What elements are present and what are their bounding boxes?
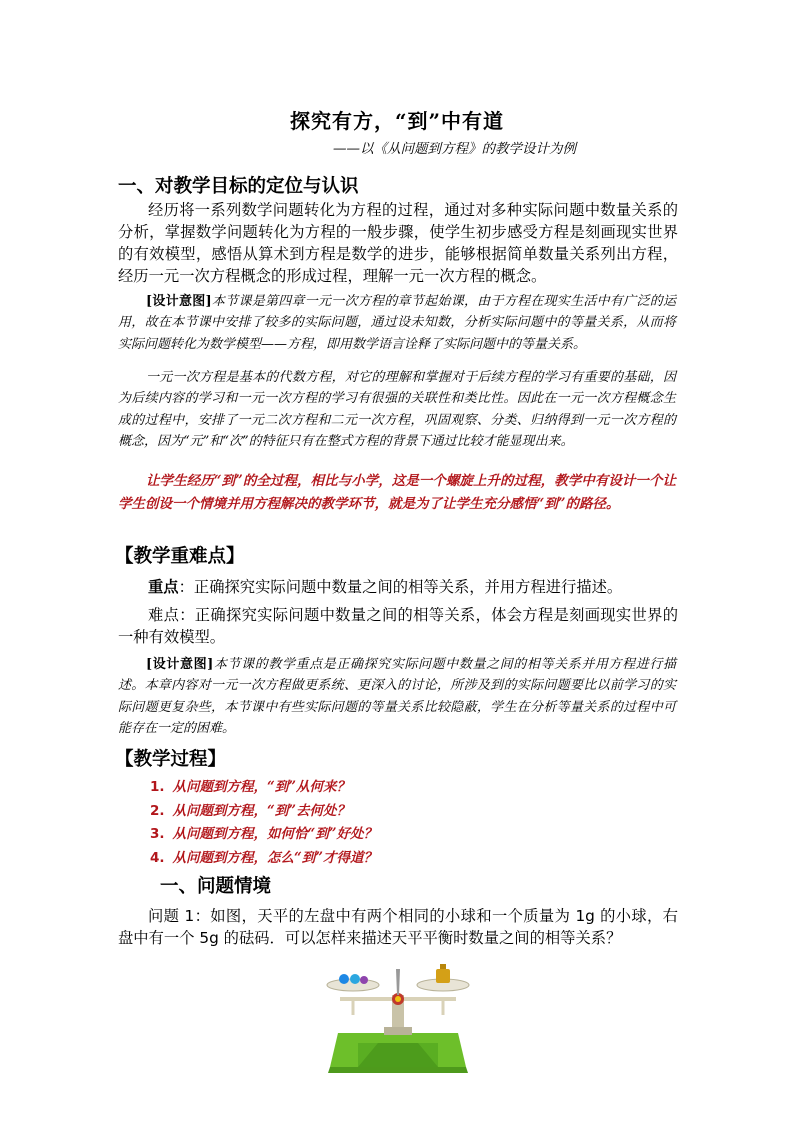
process-item bbox=[150, 776, 377, 800]
process-item-number: 2. bbox=[150, 802, 165, 819]
section-heading-key-points: 【教学重难点】 bbox=[115, 546, 245, 567]
key-point-text: ：正确探究实际问题中数量之间的相等关系，并用方程进行描述。 bbox=[178, 578, 623, 596]
design-intent-text-1: 本节课是第四章一元一次方程的章节起始课，由于方程在现实生活中有广泛的运用，故在本节课中安排了较多的实际问题，通过设未知数，分析实际问题中的等量关系，从而将实际问题转化为数学模型——方程，即用数学语言诠释了实际问题中的等量关系。 bbox=[118, 294, 676, 352]
section-heading-problem-situation: 一、问题情境 bbox=[160, 876, 272, 897]
process-item-text: 从问题到方程，如何恰“到”好处？ bbox=[172, 826, 378, 842]
difficulty-paragraph: 难点：正确探究实际问题中数量之间的相等关系，体会方程是刻画现实世界的一种有效模型。 bbox=[118, 606, 678, 646]
ball bbox=[350, 974, 360, 984]
key-point-paragraph bbox=[118, 576, 678, 598]
process-item-text: 从问题到方程，“到”从何来？ bbox=[172, 779, 351, 795]
problem-1-paragraph: 问题 1：如图，天平的左盘中有两个相同的小球和一个质量为 1g 的小球，右盘中有一个 5g 的砝码．可以怎样来描述天平平衡时数量之间的相等关系？ bbox=[118, 907, 678, 947]
balance-scale-icon bbox=[318, 955, 478, 1075]
small-ball bbox=[360, 976, 368, 984]
highlight-paragraph: 让学生经历“到”的全过程，相比与小学，这是一个螺旋上升的过程，教学中有设计一个让学生创设一个情境并用方程解决的教学环节，就是为了让学生充分感悟“到”的路径。 bbox=[118, 473, 676, 512]
doc-subtitle: ——以《从问题到方程》的教学设计为例 bbox=[333, 141, 576, 157]
goals-paragraph: 经历将一系列数学问题转化为方程的过程，通过对多种实际问题中数量关系的分析，掌握数学问题转化为方程的一般步骤，使学生初步感受方程是刻画现实世界的有效模型，感悟从算术到方程是数学的进步，能够根据简单数量关系列出方程，经历一元一次方程概念的形成过程，理解一元一次方程的概念。 bbox=[118, 201, 678, 285]
design-intent-text-3: 本节课的教学重点是正确探究实际问题中数量之间的相等关系并用方程进行描述。本章内容对一元一次方程做更系统、更深入的讨论，所涉及到的实际问题要比以前学习的实际问题更复杂些，本节课中有些实际问题的等量关系比较隐蔽，学生在分析等量关系的过程中可能存在一定的困难。 bbox=[118, 657, 676, 736]
process-item-text: 从问题到方程，怎么“到”才得道？ bbox=[172, 849, 378, 866]
design-intent-paragraph-2: 一元一次方程是基本的代数方程，对它的理解和掌握对于后续方程的学习有重要的基础，因为后续内容的学习和一元一次方程的学习有很强的关联性和类比性。因此在一元一次方程概念生成的过程中，安排了一元二次方程和二元一次方程，巩固观察、分类、归纳得到一元一次方程的概念，因为“元”和“次”的特征只有在整式方程的背景下通过比较才能显现出来。 bbox=[118, 370, 676, 449]
design-intent-paragraph-1 bbox=[118, 291, 676, 355]
process-list bbox=[150, 776, 377, 870]
process-item bbox=[150, 823, 377, 847]
section-heading-process: 【教学过程】 bbox=[115, 749, 227, 770]
design-intent-tag: [设计意图] bbox=[146, 294, 212, 309]
process-item bbox=[150, 800, 377, 824]
process-item-number: 4. bbox=[150, 849, 165, 866]
section-heading-goals: 一、对教学目标的定位与认识 bbox=[118, 176, 359, 197]
key-point-label: 重点 bbox=[148, 578, 179, 596]
process-item-number: 1. bbox=[150, 779, 165, 795]
doc-title: 探究有方，“到”中有道 bbox=[289, 109, 504, 133]
ball bbox=[339, 974, 349, 984]
weight bbox=[436, 969, 450, 983]
process-item-text: 从问题到方程，“到”去何处？ bbox=[172, 802, 351, 819]
process-item bbox=[150, 847, 377, 871]
design-intent-paragraph-3 bbox=[118, 654, 676, 739]
process-item-number: 3. bbox=[150, 826, 165, 842]
design-intent-tag-2: [设计意图] bbox=[146, 657, 214, 672]
